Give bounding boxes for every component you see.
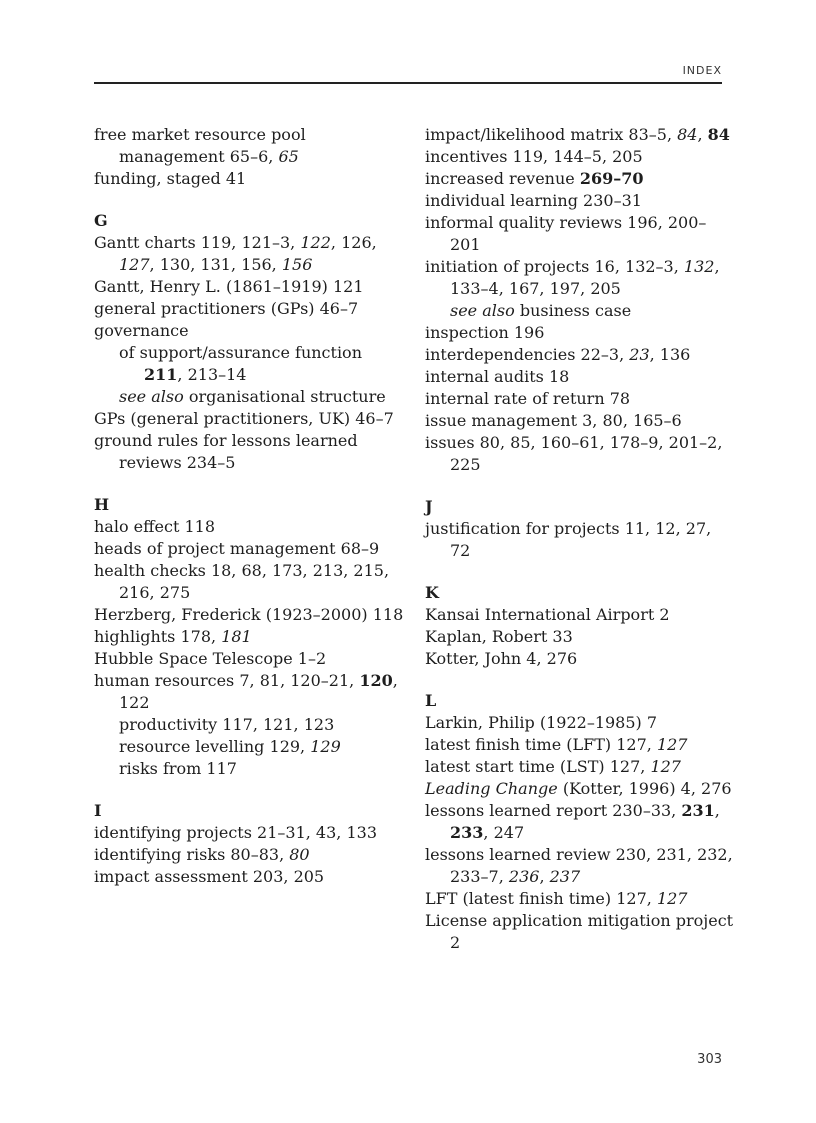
index-text-run: 129: [310, 737, 341, 756]
index-text-run: latest start time (LST) 127,: [425, 757, 651, 776]
index-entry: [94, 232, 404, 276]
index-text-run: Kansai International Airport 2: [425, 605, 670, 624]
index-text-run: License application mitigation project 2: [425, 911, 734, 952]
index-entry: [425, 888, 735, 910]
index-entry: [94, 538, 404, 560]
index-entry: [425, 626, 735, 648]
index-entry: [425, 212, 735, 256]
index-text-run: general practitioners (GPs) 46–7: [94, 299, 359, 318]
index-text-run: ground rules for lessons learned reviews 234–5: [94, 431, 358, 472]
index-text-run: governance: [94, 321, 189, 340]
index-text-run: Gantt, Henry L. (1861–1919) 121: [94, 277, 364, 296]
index-entry: [425, 256, 735, 300]
index-text-run: halo effect 118: [94, 517, 215, 536]
index-text-run: , 122: [119, 671, 398, 712]
index-text-run: 132: [683, 257, 715, 276]
index-text-run: identifying projects 21–31, 43, 133: [94, 823, 377, 842]
index-entry: [425, 518, 735, 562]
index-text-run: impact/likelihood matrix 83–5,: [425, 125, 678, 144]
index-subentry: [94, 386, 404, 408]
index-entry: [425, 432, 735, 476]
index-text-run: (Kotter, 1996) 4, 276: [557, 779, 732, 798]
index-text-run: incentives 119, 144–5, 205: [425, 147, 643, 166]
index-text-run: , 247: [483, 823, 525, 842]
index-text-run: 120: [359, 671, 393, 690]
index-letter-heading: K: [425, 583, 439, 602]
index-text-run: individual learning 230–31: [425, 191, 642, 210]
index-text-run: heads of project management 68–9: [94, 539, 380, 558]
index-column-left: [94, 124, 404, 888]
page-number: 303: [697, 1052, 722, 1067]
index-entry: [94, 276, 404, 298]
index-text-run: Herzberg, Frederick (1923–2000) 118: [94, 605, 404, 624]
index-text-run: risks from 117: [119, 759, 237, 778]
index-text-run: 156: [281, 255, 313, 274]
index-entry: [425, 756, 735, 778]
index-text-run: 23: [629, 345, 650, 364]
index-text-run: inspection 196: [425, 323, 545, 342]
index-text-run: Kaplan, Robert 33: [425, 627, 573, 646]
index-text-run: free market resource pool management 65–6,: [94, 125, 306, 166]
index-text-run: 127: [656, 889, 688, 908]
index-text-run: , 136: [649, 345, 691, 364]
index-text-run: issue management 3, 80, 165–6: [425, 411, 682, 430]
index-entry: [425, 648, 735, 670]
index-text-run: identifying risks 80–83,: [94, 845, 290, 864]
index-entry: [425, 604, 735, 626]
index-letter-heading: I: [94, 801, 102, 820]
index-text-run: impact assessment 203, 205: [94, 867, 325, 886]
index-entry: [94, 626, 404, 648]
index-entry: [94, 648, 404, 670]
index-subentry: [94, 758, 404, 780]
index-text-run: 233: [450, 823, 484, 842]
index-entry: [425, 778, 735, 800]
index-text-run: of support/assurance function: [119, 343, 362, 362]
index-letter-heading: H: [94, 495, 110, 514]
index-text-run: highlights 178,: [94, 627, 222, 646]
index-text-run: 231: [681, 801, 715, 820]
index-letter-heading: J: [425, 497, 433, 516]
index-text-run: initiation of projects 16, 132–3,: [425, 257, 684, 276]
index-text-run: LFT (latest finish time) 127,: [425, 889, 657, 908]
index-entry: [425, 124, 735, 146]
index-text-run: Hubble Space Telescope 1–2: [94, 649, 327, 668]
running-head: INDEX: [682, 64, 722, 77]
index-text-run: 84: [677, 125, 698, 144]
index-column-right: [425, 124, 735, 954]
index-entry: [425, 410, 735, 432]
index-text-run: see also: [119, 387, 184, 406]
index-text-run: 127: [656, 735, 688, 754]
index-text-run: productivity 117, 121, 123: [119, 715, 335, 734]
index-subentry: [94, 714, 404, 736]
index-text-run: lessons learned review 230, 231, 232, 233–7,: [425, 845, 733, 886]
index-text-run: , 133–4, 167, 197, 205: [450, 257, 720, 298]
index-entry: [94, 560, 404, 604]
index-text-run: ,: [697, 125, 708, 144]
index-entry: [94, 298, 404, 320]
index-entry: [94, 168, 404, 190]
index-text-run: , 126,: [330, 233, 377, 252]
index-entry: [425, 800, 735, 844]
index-text-run: see also: [450, 301, 515, 320]
index-text-run: interdependencies 22–3,: [425, 345, 630, 364]
index-entry: [94, 844, 404, 866]
index-text-run: informal quality reviews 196, 200–201: [425, 213, 707, 254]
index-text-run: latest finish time (LFT) 127,: [425, 735, 657, 754]
index-text-run: 80: [289, 845, 310, 864]
index-text-run: 181: [221, 627, 252, 646]
index-entry: [425, 344, 735, 366]
index-text-run: 236: [508, 867, 540, 886]
index-text-run: internal rate of return 78: [425, 389, 631, 408]
index-text-run: justification for projects 11, 12, 27, 72: [425, 519, 712, 560]
index-text-run: 269–70: [579, 169, 644, 188]
index-text-run: internal audits 18: [425, 367, 570, 386]
header-rule: [94, 82, 722, 84]
index-entry: [94, 604, 404, 626]
index-text-run: business case: [514, 301, 632, 320]
index-text-run: , 213–14: [177, 365, 247, 384]
index-entry: [425, 322, 735, 344]
index-letter-heading: G: [94, 211, 108, 230]
index-entry: [425, 366, 735, 388]
index-entry: [94, 320, 404, 342]
index-text-run: funding, staged 41: [94, 169, 247, 188]
index-entry: [94, 408, 404, 430]
index-text-run: Gantt charts 119, 121–3,: [94, 233, 301, 252]
index-entry: [425, 146, 735, 168]
index-entry: [94, 822, 404, 844]
index-text-run: Larkin, Philip (1922–1985) 7: [425, 713, 658, 732]
index-entry: [425, 190, 735, 212]
index-subentry: [94, 342, 404, 386]
index-entry: [425, 712, 735, 734]
index-entry: [425, 844, 735, 888]
index-text-run: resource levelling 129,: [119, 737, 311, 756]
index-entry: [94, 124, 404, 168]
index-text-run: ,: [714, 801, 720, 820]
index-text-run: Leading Change: [425, 779, 558, 798]
index-letter-heading: L: [425, 691, 437, 710]
index-entry: [94, 516, 404, 538]
index-text-run: increased revenue: [425, 169, 580, 188]
index-text-run: , 130, 131, 156,: [149, 255, 282, 274]
index-entry: [425, 168, 735, 190]
index-text-run: 84: [707, 125, 730, 144]
index-text-run: 127: [650, 757, 681, 776]
index-entry: [94, 670, 404, 714]
index-text-run: Kotter, John 4, 276: [425, 649, 578, 668]
index-text-run: GPs (general practitioners, UK) 46–7: [94, 409, 394, 428]
index-text-run: ,: [539, 867, 550, 886]
index-text-run: lessons learned report 230–33,: [425, 801, 682, 820]
index-text-run: 122: [300, 233, 331, 252]
index-text-run: 65: [278, 147, 299, 166]
index-text-run: health checks 18, 68, 173, 213, 215, 216, 275: [94, 561, 390, 602]
index-text-run: human resources 7, 81, 120–21,: [94, 671, 360, 690]
index-text-run: issues 80, 85, 160–61, 178–9, 201–2, 225: [425, 433, 723, 474]
index-text-run: 237: [549, 867, 581, 886]
index-text-run: 127: [119, 255, 150, 274]
index-entry: [425, 388, 735, 410]
index-text-run: 211: [144, 365, 178, 384]
index-entry: [425, 734, 735, 756]
index-text-run: organisational structure: [183, 387, 386, 406]
index-subentry: [94, 736, 404, 758]
index-entry: [425, 910, 735, 954]
index-entry: [94, 430, 404, 474]
index-entry: [94, 866, 404, 888]
index-subentry: [425, 300, 735, 322]
